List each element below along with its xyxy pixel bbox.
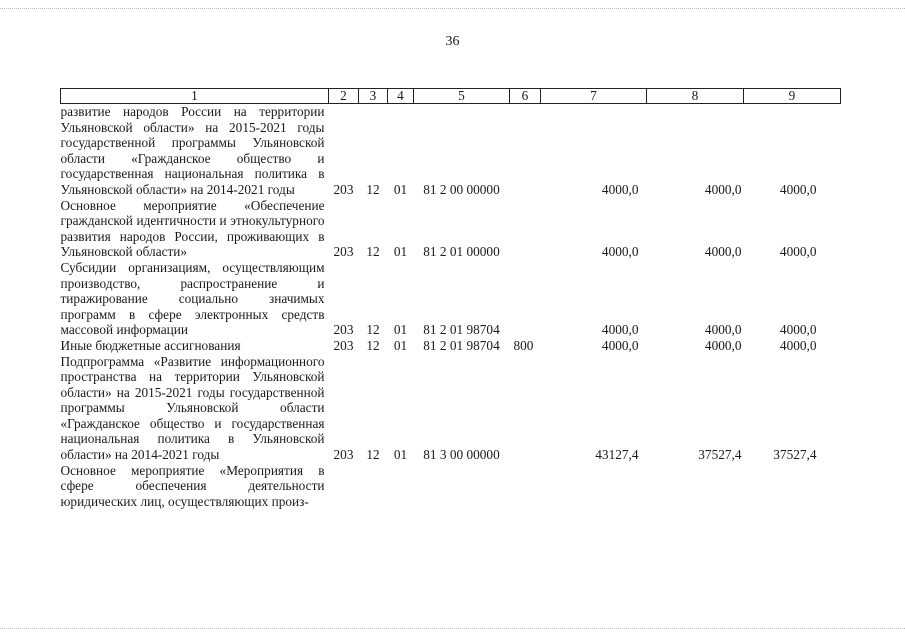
row-code-4: 01 — [393, 244, 408, 260]
row-code-3 — [359, 463, 388, 510]
row-code-3: 12 — [366, 322, 380, 338]
header-col-9: 9 — [744, 89, 841, 104]
table-row — [61, 463, 841, 510]
row-code-2: 203 — [333, 244, 354, 260]
row-name: Подпрограмма «Развитие информационного пространства на территории Ульяновской области» на 2015-2021 годы государственной программы Ульяновской области «Гражданское общество и государственная национальная политика в Ульяновской области» на 2014-2021 годы — [60, 353, 325, 463]
row-name: Иные бюджетные ассигнования — [60, 337, 241, 353]
row-code-5: 81 3 00 00000 — [423, 447, 500, 463]
header-col-2: 2 — [329, 89, 359, 104]
table-row — [61, 354, 841, 463]
row-code-2 — [329, 463, 359, 510]
row-value-8: 4000,0 — [704, 181, 742, 197]
table-row — [61, 104, 841, 198]
row-code-4: 01 — [393, 181, 408, 197]
table-row — [61, 198, 841, 260]
budget-table — [60, 88, 841, 509]
row-code-4 — [388, 463, 414, 510]
header-col-1: 1 — [61, 89, 329, 104]
row-code-6: 800 — [513, 337, 534, 353]
row-name: Субсидии организациям, осуществляющим производство, распространение и тиражирование социально значимых программ в сфере электронных средств массовой информации — [60, 259, 325, 338]
row-value-9: 4000,0 — [779, 181, 817, 197]
row-value-9: 4000,0 — [779, 322, 817, 338]
row-name: развитие народов России на территории Ульяновской области» на 2015-2021 годы государственной программы Ульяновской области «Гражданское общество и государственная национальная политика в Ульяновской области» на 2014-2021 годы — [60, 104, 325, 197]
row-value-7: 43127,4 — [595, 447, 639, 463]
row-code-5: 81 2 01 98704 — [423, 337, 500, 353]
row-value-9: 4000,0 — [779, 337, 817, 353]
row-value-8: 37527,4 — [698, 447, 742, 463]
row-code-2: 203 — [333, 337, 354, 353]
row-code-3: 12 — [366, 447, 380, 463]
row-code-3: 12 — [366, 181, 380, 197]
row-code-6 — [510, 198, 541, 260]
row-value-8 — [647, 463, 744, 510]
row-code-4: 01 — [393, 322, 408, 338]
header-col-3: 3 — [359, 89, 388, 104]
header-col-6: 6 — [510, 89, 541, 104]
row-value-8: 4000,0 — [704, 337, 742, 353]
row-code-6 — [510, 463, 541, 510]
header-col-4: 4 — [388, 89, 414, 104]
row-code-2: 203 — [333, 447, 354, 463]
row-name: Основное мероприятие «Обеспечение гражданской идентичности и этнокультурного развития народов России, проживающих в Ульяновской области» — [60, 197, 325, 260]
header-col-5: 5 — [414, 89, 510, 104]
row-code-2: 203 — [333, 322, 354, 338]
row-value-7 — [541, 463, 647, 510]
row-value-9: 4000,0 — [779, 244, 817, 260]
row-value-8: 4000,0 — [704, 244, 742, 260]
row-value-9 — [744, 463, 841, 510]
scan-artifact-bottom — [0, 628, 905, 631]
table-row — [61, 338, 841, 354]
row-code-6 — [510, 354, 541, 463]
row-code-4: 01 — [393, 337, 408, 353]
scan-artifact-top — [0, 8, 905, 11]
row-name: Основное мероприятие «Мероприятия в сфере обеспечения деятельности юридических лиц, осуществляющих произ- — [60, 462, 325, 509]
row-code-5: 81 2 01 98704 — [423, 322, 500, 338]
table-row — [61, 260, 841, 338]
row-value-7: 4000,0 — [601, 337, 639, 353]
row-code-4: 01 — [393, 447, 408, 463]
header-col-7: 7 — [541, 89, 647, 104]
row-value-8: 4000,0 — [704, 322, 742, 338]
row-code-6 — [510, 260, 541, 338]
row-code-5: 81 2 00 00000 — [423, 181, 500, 197]
row-code-3: 12 — [366, 337, 380, 353]
row-code-3: 12 — [366, 244, 380, 260]
row-value-9: 37527,4 — [773, 447, 817, 463]
row-code-5 — [414, 463, 510, 510]
row-code-6 — [510, 104, 541, 198]
row-value-7: 4000,0 — [601, 322, 639, 338]
row-code-2: 203 — [333, 181, 354, 197]
row-value-7: 4000,0 — [601, 181, 639, 197]
table-header — [61, 89, 841, 104]
row-code-5: 81 2 01 00000 — [423, 244, 500, 260]
page-number: 36 — [445, 34, 460, 49]
header-col-8: 8 — [647, 89, 744, 104]
row-value-7: 4000,0 — [601, 244, 639, 260]
